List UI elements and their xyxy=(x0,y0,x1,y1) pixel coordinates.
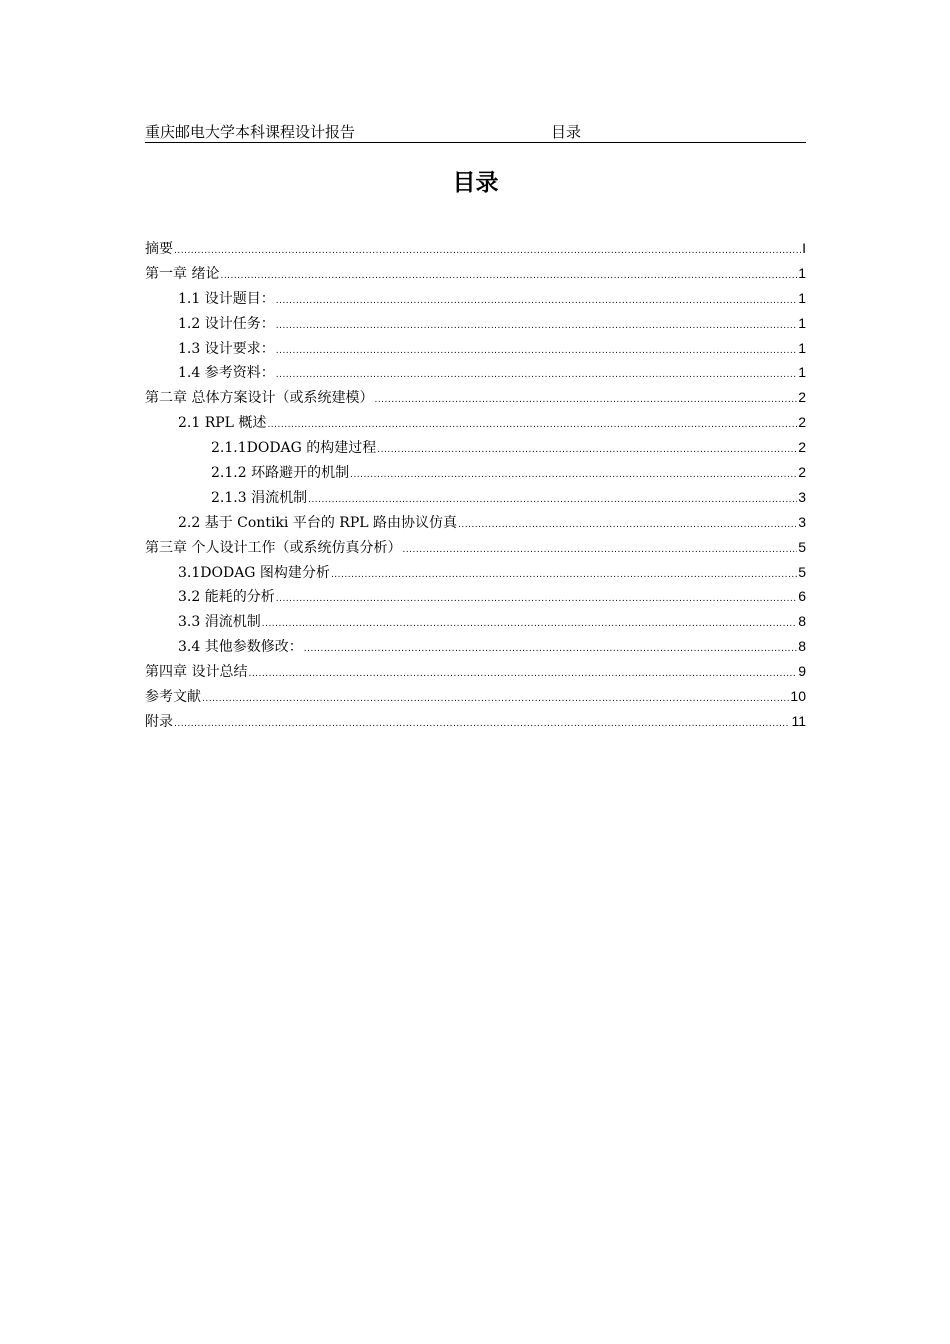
toc-entry-label: 第四章 设计总结 xyxy=(145,664,248,681)
toc-entry-label: 第二章 总体方案设计（或系统建模） xyxy=(145,390,374,407)
toc-entry-page-number: 11 xyxy=(791,712,806,729)
toc-entry[interactable] xyxy=(145,510,806,535)
toc-entry-page-number: 2 xyxy=(798,389,806,406)
toc-entry[interactable] xyxy=(145,560,806,585)
toc-dot-leader xyxy=(350,463,797,488)
toc-entry[interactable] xyxy=(145,435,806,460)
toc-entry[interactable] xyxy=(145,311,806,336)
toc-entry-page-number: 1 xyxy=(798,264,806,281)
toc-entry[interactable] xyxy=(145,535,806,560)
header-section-name: 目录 xyxy=(551,123,582,141)
toc-entry-label: 3.3 涓流机制 xyxy=(178,614,261,631)
toc-entry-page-number: 1 xyxy=(798,339,806,356)
toc-entry[interactable] xyxy=(145,360,806,385)
toc-entry-page-number: 6 xyxy=(798,588,806,605)
toc-entry[interactable] xyxy=(145,385,806,410)
toc-dot-leader xyxy=(174,239,801,264)
toc-entry-page-number: 1 xyxy=(798,289,806,306)
toc-entry[interactable] xyxy=(145,584,806,609)
toc-entry-page-number: 8 xyxy=(798,613,806,630)
toc-entry-label: 2.1.1DODAG 的构建过程 xyxy=(211,440,377,457)
toc-entry-page-number: 1 xyxy=(798,314,806,331)
toc-dot-leader xyxy=(174,712,790,737)
toc-dot-leader xyxy=(202,687,789,712)
toc-entry[interactable] xyxy=(145,261,806,286)
toc-entry-label: 附录 xyxy=(145,713,173,730)
toc-dot-leader xyxy=(331,563,797,588)
toc-dot-leader xyxy=(374,388,797,413)
toc-entry-label: 2.1.3 涓流机制 xyxy=(211,489,308,506)
toc-entry-label: 2.2 基于 Contiki 平台的 RPL 路由协议仿真 xyxy=(178,514,457,531)
toc-entry-label: 摘要 xyxy=(145,241,173,257)
toc-entry-label: 参考文献 xyxy=(145,689,201,706)
toc-dot-leader xyxy=(220,264,797,289)
toc-dot-leader xyxy=(276,363,797,388)
toc-entry-page-number: 9 xyxy=(798,663,806,680)
table-of-contents xyxy=(145,236,806,734)
toc-entry-page-number: 5 xyxy=(798,563,806,580)
toc-entry[interactable] xyxy=(145,709,806,734)
toc-entry-label: 1.2 设计任务： xyxy=(178,315,275,332)
toc-dot-leader xyxy=(276,314,797,339)
toc-entry-page-number: 3 xyxy=(798,513,806,530)
toc-entry-label: 1.1 设计题目： xyxy=(178,290,275,307)
toc-dot-leader xyxy=(267,413,797,438)
toc-entry[interactable] xyxy=(145,336,806,361)
toc-entry-label: 3.4 其他参数修改： xyxy=(178,639,303,656)
toc-entry[interactable] xyxy=(145,286,806,311)
toc-entry-label: 2.1.2 环路避开的机制 xyxy=(211,465,350,482)
toc-entry[interactable] xyxy=(145,460,806,485)
toc-entry-page-number: 10 xyxy=(790,688,806,705)
toc-entry[interactable] xyxy=(145,634,806,659)
toc-entry-page-number: 5 xyxy=(798,538,806,555)
toc-entry[interactable] xyxy=(145,659,806,684)
toc-dot-leader xyxy=(276,339,797,364)
toc-dot-leader xyxy=(248,662,797,687)
toc-dot-leader xyxy=(262,612,797,637)
toc-entry[interactable] xyxy=(145,410,806,435)
toc-entry-page-number: I xyxy=(802,240,806,256)
toc-entry-label: 1.3 设计要求： xyxy=(178,340,275,357)
toc-entry-page-number: 2 xyxy=(798,414,806,431)
toc-entry-label: 第一章 绪论 xyxy=(145,265,220,282)
toc-entry-page-number: 1 xyxy=(798,364,806,381)
toc-entry-page-number: 8 xyxy=(798,638,806,655)
toc-entry[interactable] xyxy=(145,684,806,709)
page-header xyxy=(145,122,806,143)
toc-entry-label: 1.4 参考资料： xyxy=(178,365,275,382)
toc-entry-label: 2.1 RPL 概述 xyxy=(178,415,267,432)
toc-entry[interactable] xyxy=(145,236,806,261)
toc-dot-leader xyxy=(276,587,797,612)
toc-entry-label: 第三章 个人设计工作（或系统仿真分析） xyxy=(145,539,402,556)
toc-dot-leader xyxy=(308,488,797,513)
toc-entry-page-number: 2 xyxy=(798,464,806,481)
toc-dot-leader xyxy=(402,538,797,563)
toc-dot-leader xyxy=(377,438,797,463)
toc-dot-leader xyxy=(304,637,797,662)
page-title: 目录 xyxy=(452,170,499,196)
toc-entry[interactable] xyxy=(145,485,806,510)
toc-dot-leader xyxy=(458,513,797,538)
toc-entry-label: 3.1DODAG 图构建分析 xyxy=(178,564,330,581)
toc-entry[interactable] xyxy=(145,609,806,634)
toc-entry-page-number: 2 xyxy=(798,439,806,456)
header-school-report-title: 重庆邮电大学本科课程设计报告 xyxy=(145,123,356,141)
toc-entry-label: 3.2 能耗的分析 xyxy=(178,589,275,606)
toc-dot-leader xyxy=(276,289,797,314)
toc-entry-page-number: 3 xyxy=(798,488,806,505)
